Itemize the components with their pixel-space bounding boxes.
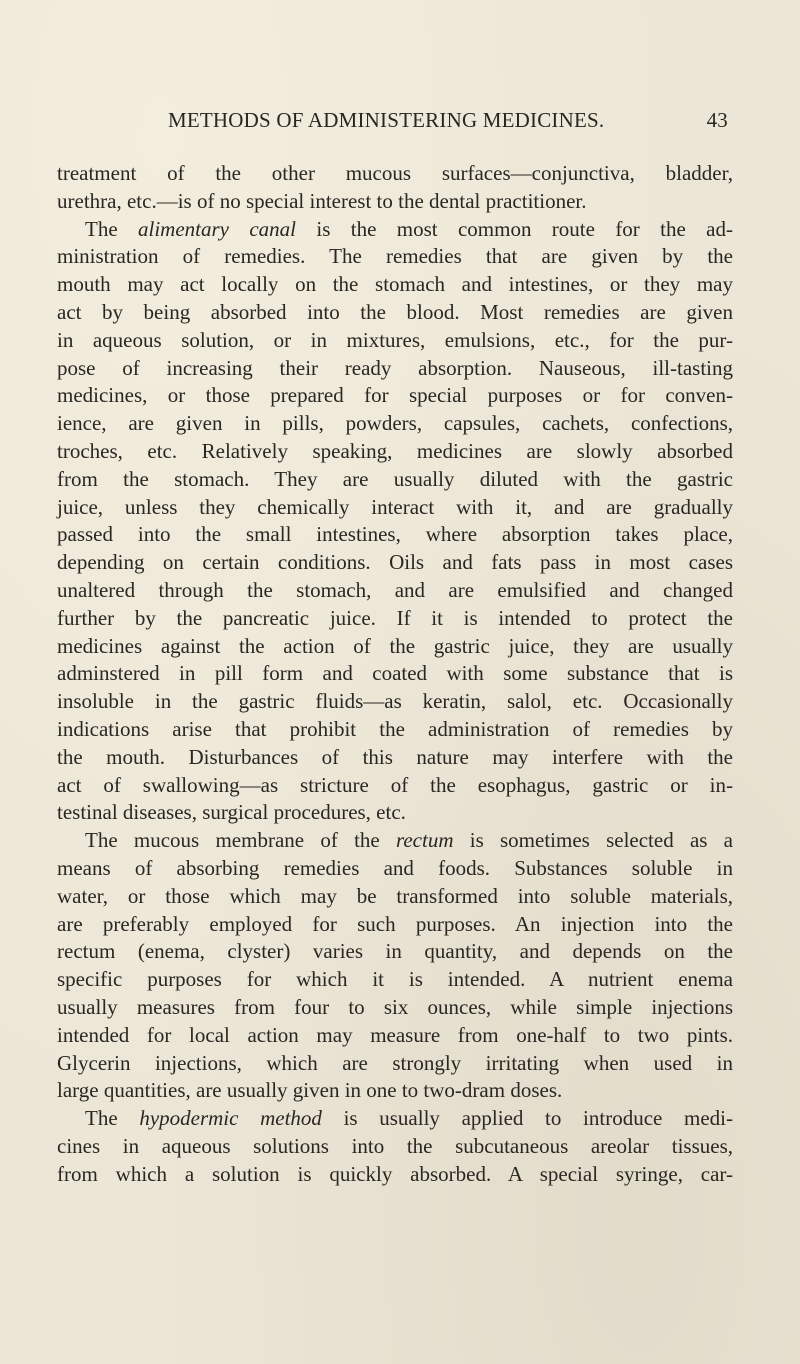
text-run: is usually applied to introduce medi- [321, 1106, 733, 1131]
text-line: Glycerin injections, which are strongly irritating when used in [57, 1050, 733, 1075]
text-line: further by the pancreatic juice. If it is intended to protect the [57, 605, 733, 630]
text-line: unaltered through the stomach, and are emulsified and changed [57, 577, 733, 602]
text-line: in aqueous solution, or in mixtures, emulsions, etc., for the pur- [57, 327, 733, 352]
text-line: adminstered in pill form and coated with some substance that is [57, 661, 733, 686]
text-line: cines in aqueous solutions into the subcutaneous areolar tissues, [57, 1133, 733, 1158]
text-run: is the most common route for the ad- [296, 216, 733, 241]
italic-term: rectum [395, 828, 454, 853]
text-line: indications arise that prohibit the administration of remedies by [57, 716, 733, 741]
page-number: 43 [706, 108, 728, 132]
text-line: pose of increasing their ready absorption. Nauseous, ill-tasting [57, 355, 733, 380]
text-line: large quantities, are usually given in one to two-dram doses. [57, 1078, 563, 1103]
text-line: mouth may act locally on the stomach and intestines, or they may [57, 272, 733, 297]
text-line: from the stomach. They are usually diluted with the gastric [57, 466, 733, 491]
text-line: depending on certain conditions. Oils and fats pass in most cases [57, 550, 733, 575]
text-line: medicines, or those prepared for special purposes or for conven- [57, 383, 733, 408]
text-line [57, 1105, 733, 1133]
text-line: intended for local action may measure from one-half to two pints. [57, 1022, 733, 1047]
text-line [57, 827, 733, 855]
text-line: from which a solution is quickly absorbed. A special syringe, car- [57, 1161, 733, 1186]
text-line: specific purposes for which it is intended. A nutrient enema [57, 967, 733, 992]
text-line: troches, etc. Relatively speaking, medicines are slowly absorbed [57, 438, 733, 463]
text-line: juice, unless they chemically interact with it, and are gradually [57, 494, 733, 519]
italic-term: alimentary canal [138, 216, 297, 241]
text-line: act of swallowing—as stricture of the esophagus, gastric or in- [57, 772, 733, 797]
running-head [168, 108, 728, 138]
italic-term: hypodermic method [139, 1106, 322, 1131]
text-line: usually measures from four to six ounces, while simple injections [57, 994, 733, 1019]
text-line: water, or those which may be transformed into soluble materials, [57, 883, 733, 908]
running-title: METHODS OF ADMINISTERING MEDICINES. [168, 108, 605, 132]
text-line: treatment of the other mucous surfaces—conjunctiva, bladder, [57, 161, 733, 185]
text-line: ministration of remedies. The remedies that are given by the [57, 244, 733, 269]
text-run: is sometimes selected as a [453, 828, 733, 853]
text-line: medicines against the action of the gastric juice, they are usually [57, 633, 733, 658]
text-line: rectum (enema, clyster) varies in quantity, and depends on the [57, 939, 733, 964]
text-line: act by being absorbed into the blood. Most remedies are given [57, 299, 733, 324]
text-line: insoluble in the gastric fluids—as keratin, salol, etc. Occasionally [57, 689, 733, 714]
text-run: The [85, 1106, 140, 1131]
text-line: passed into the small intestines, where absorption takes place, [57, 522, 733, 547]
text-run: The [85, 216, 139, 241]
text-line: ience, are given in pills, powders, capsules, cachets, confections, [57, 411, 733, 436]
text-run: The mucous membrane of the [85, 828, 396, 853]
text-line: are preferably employed for such purposes. An injection into the [57, 911, 733, 936]
text-line: urethra, etc.—is of no special interest to the dental practitioner. [57, 188, 587, 213]
body-text [57, 160, 733, 1188]
text-line: the mouth. Disturbances of this nature may interfere with the [57, 744, 733, 769]
text-line: means of absorbing remedies and foods. Substances soluble in [57, 855, 733, 880]
text-line: testinal diseases, surgical procedures, etc. [57, 800, 406, 825]
text-line [57, 216, 733, 244]
